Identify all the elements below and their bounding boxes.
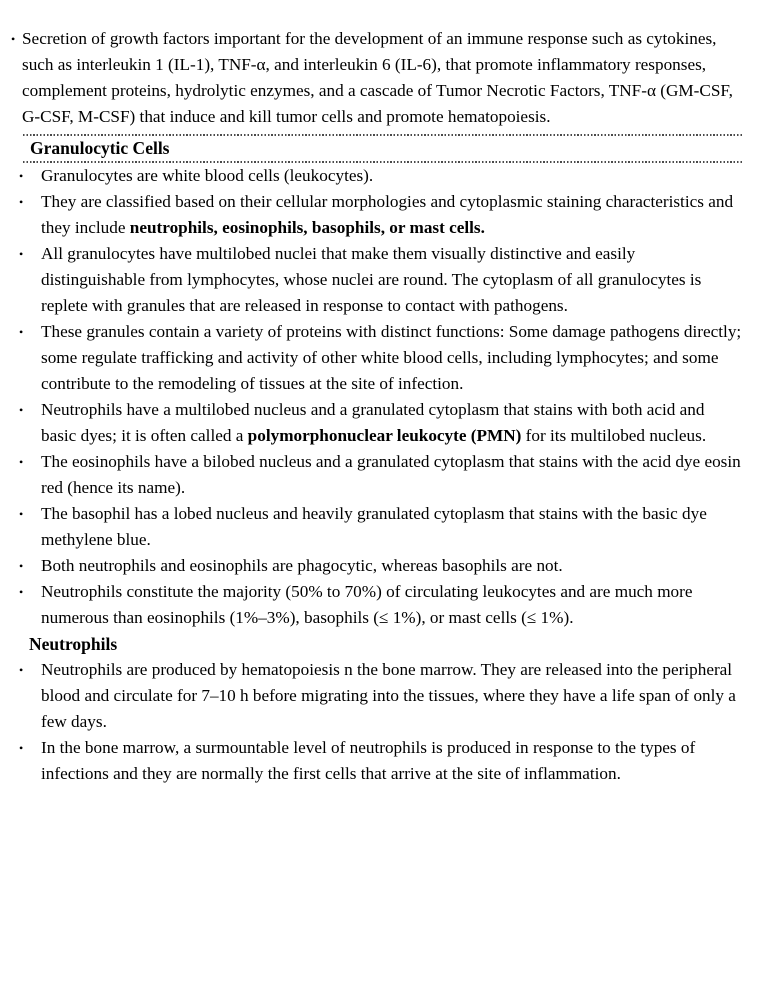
list-item-text [41, 582, 693, 627]
list-item-text [41, 660, 736, 731]
bullet-icon: • [19, 663, 24, 677]
text-run: These granules contain a variety of proteins with distinct functions: Some damage pathogens directly; some regulate trafficking and activity of other white blood cells, including lymphocytes; and some contribute to the remodeling of tissues at the site of infection. [41, 322, 742, 393]
list-item [0, 735, 743, 787]
list-item [0, 319, 743, 397]
list-item-text [41, 166, 373, 185]
section-heading: Granulocytic Cells [30, 138, 170, 158]
text-run: The eosinophils have a bilobed nucleus and a granulated cytoplasm that stains with the acid dye eosin red (hence its name). [41, 452, 741, 497]
bullet-icon: • [19, 169, 24, 183]
list-item [0, 163, 743, 189]
bold-text-run: neutrophils, eosinophils, basophils, or mast cells. [129, 218, 485, 237]
bullet-icon: • [19, 585, 24, 599]
list-item-text [41, 192, 733, 237]
section-heading-box [23, 134, 742, 163]
bullet-icon: • [19, 559, 24, 573]
text-run: Granulocytes are white blood cells (leukocytes). [41, 166, 374, 185]
bullet-icon: • [19, 455, 24, 469]
list-item-text [41, 504, 707, 549]
bullet-icon: • [19, 403, 24, 417]
document-content [0, 26, 743, 787]
text-run: All granulocytes have multilobed nuclei that make them visually distinctive and easily distinguishable from lymphocytes, whose nuclei are round. The cytoplasm of all granulocytes is replete with granules that are released in response to contact with pathogens. [41, 244, 702, 315]
bullet-icon: • [19, 507, 24, 521]
text-run: Secretion of growth factors important for the development of an immune response such as cytokines, such as interleukin 1 (IL-1), TNF-α, and interleukin 6 (IL-6), that promote inflammatory responses, complement proteins, hydrolytic enzymes, and a cascade of Tumor Necrotic Factors, TNF-α (GM-CSF, G-CSF, M-CSF) that induce and kill tumor cells and promote hematopoiesis. [22, 29, 733, 126]
list-item-text [41, 738, 695, 783]
list-item [0, 657, 743, 735]
bullet-icon: • [11, 32, 16, 46]
text-run: Neutrophils are produced by hematopoiesis n the bone marrow. They are released into the peripheral blood and circulate for 7–10 h before migrating into the tissues, where they have a life span of only a few days. [41, 660, 736, 731]
list-item-text [41, 452, 741, 497]
bullet-icon: • [19, 195, 24, 209]
text-run: for its multilobed nucleus. [521, 426, 707, 445]
list-item-text [41, 244, 701, 315]
bullet-icon: • [19, 741, 24, 755]
list-item [0, 26, 743, 130]
text-run: Neutrophils constitute the majority (50% to 70%) of circulating leukocytes and are much more numerous than eosinophils (1%–3%), basophils (≤ 1%), or mast cells (≤ 1%). [41, 582, 693, 627]
text-run: In the bone marrow, a surmountable level of neutrophils is produced in response to the types of infections and they are normally the first cells that arrive at the site of inflammation. [41, 738, 696, 783]
text-run: They are classified based on their cellular morphologies and cytoplasmic staining characteristics and they include [41, 192, 734, 237]
list-item-text [41, 400, 706, 445]
list-item [0, 449, 743, 501]
bullet-icon: • [19, 247, 24, 261]
bullet-icon: • [19, 325, 24, 339]
list-item [0, 241, 743, 319]
list-item-text [22, 29, 733, 126]
section-heading: Neutrophils [29, 634, 118, 654]
list-item [0, 189, 743, 241]
list-item [0, 553, 743, 579]
text-run: The basophil has a lobed nucleus and heavily granulated cytoplasm that stains with the basic dye methylene blue. [41, 504, 707, 549]
list-item [0, 501, 743, 553]
list-item [0, 397, 743, 449]
list-item-text [41, 322, 741, 393]
list-item-text [41, 556, 563, 575]
bold-text-run: polymorphonuclear leukocyte (PMN) [247, 426, 522, 445]
text-run: Both neutrophils and eosinophils are phagocytic, whereas basophils are not. [41, 556, 563, 575]
text-run: Neutrophils have a multilobed nucleus and a granulated cytoplasm that stains with both acid and basic dyes; it is often called a [41, 400, 705, 445]
list-item [0, 579, 743, 631]
